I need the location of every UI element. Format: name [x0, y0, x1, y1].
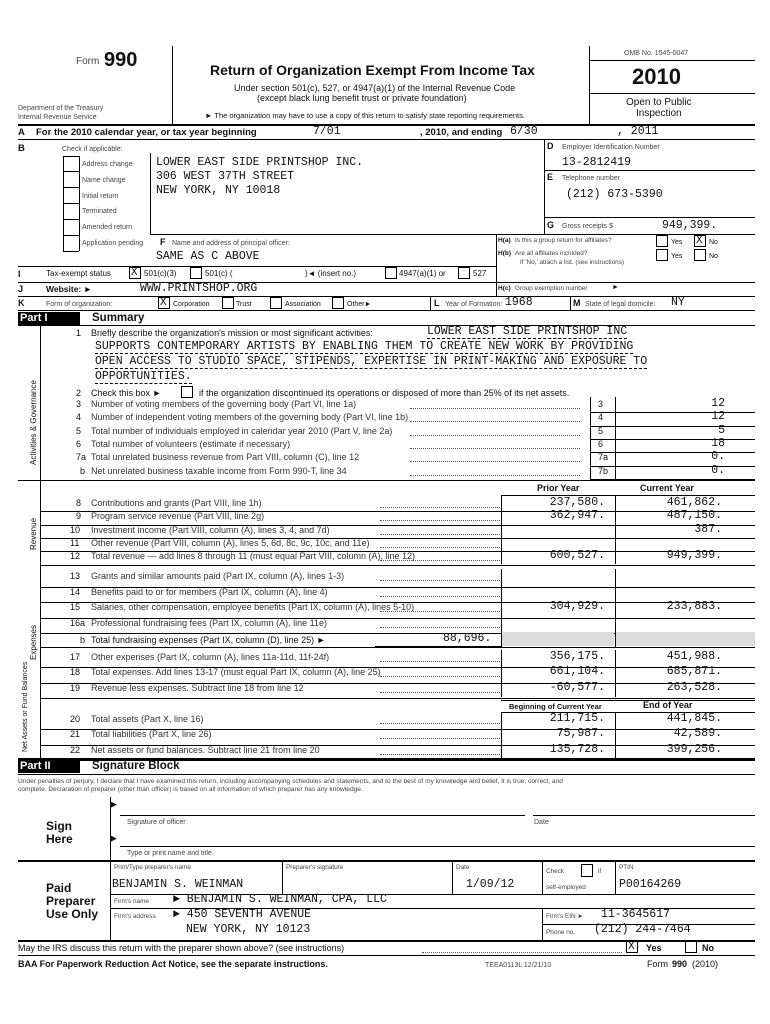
- line-2-text-b: if the organization discontinued its operations or disposed of more than 25% of its net assets.: [199, 388, 570, 398]
- principal-officer[interactable]: SAME AS C ABOVE: [156, 250, 260, 263]
- status-501c3-mark: X: [131, 267, 138, 279]
- preparer-label: Preparer: [46, 894, 96, 908]
- rev-line-text: Program service revenue (Part VIII, line 2g): [91, 511, 265, 522]
- self-employed-box[interactable]: [581, 864, 593, 877]
- line-1-text: Briefly describe the organization's mission or most significant activities:: [91, 328, 373, 338]
- phone-value[interactable]: (212) 673-5390: [566, 188, 663, 201]
- tax-year-end-year: , 2011: [617, 125, 659, 138]
- line-m-letter: M: [573, 298, 581, 308]
- mission-line-2[interactable]: SUPPORTS CONTEMPORARY ARTISTS BY ENABLING THEM TO CREATE NEW WORK BY PROVIDING: [95, 340, 634, 353]
- status-527-box[interactable]: [458, 267, 470, 279]
- gov-line-num: 7a: [76, 452, 87, 463]
- state-domicile-value[interactable]: NY: [671, 296, 685, 309]
- col-prior-year: Prior Year: [537, 483, 580, 493]
- rev-line-num: 12: [70, 551, 81, 562]
- affiliates-included-question: Are all affiliates included?: [515, 250, 588, 257]
- rev-line-current[interactable]: 387.: [694, 522, 722, 536]
- gov-line-value[interactable]: 18: [711, 436, 725, 450]
- status-4947-box[interactable]: [385, 267, 397, 279]
- footer-form-word: Form: [647, 959, 668, 969]
- gov-line-text: Number of voting members of the governing body (Part VI, line 1a): [91, 399, 357, 409]
- year-formation-label: Year of Formation:: [445, 301, 503, 308]
- ptin-label: PTIN: [619, 864, 634, 871]
- status-501c3-box[interactable]: [129, 267, 141, 279]
- check-if-applicable: Check if applicable:: [62, 146, 123, 153]
- exp2-line-text: Revenue less expenses. Subtract line 18 from line 12: [91, 682, 304, 693]
- gov-line-num: b: [80, 465, 86, 476]
- line-e-letter: E: [547, 172, 554, 182]
- gov-line-text: Number of independent voting members of the governing body (Part VI, line 1b): [91, 412, 409, 423]
- line-16b-value[interactable]: 88,696.: [443, 632, 492, 645]
- part2-tag: Part II: [18, 760, 80, 773]
- firm-address-label: Firm's address: [114, 913, 156, 920]
- exp2-line-text: Total expenses. Add lines 13-17 (must equal Part IX, column (A), line 25): [91, 667, 381, 678]
- gov-line-text: Total number of volunteers (estimate if necessary): [91, 438, 291, 449]
- line-l-letter: L: [434, 298, 440, 308]
- association-box[interactable]: [270, 297, 282, 309]
- state-notice: ► The organization may have to use a copy of this return to satisfy state reporting requirements.: [205, 111, 525, 120]
- gov-line-value[interactable]: 0.: [711, 463, 725, 477]
- phone-no-label: Phone no.: [546, 929, 576, 936]
- gov-line-num: 5: [76, 425, 82, 436]
- net-assets-side-label: Net Assets or Fund Balances: [22, 661, 29, 752]
- gov-line-box: 7a: [598, 452, 609, 463]
- corporation-mark: X: [160, 297, 167, 309]
- gov-line-value[interactable]: 0.: [711, 450, 725, 464]
- exp-line-current[interactable]: 233,883.: [666, 600, 722, 613]
- exp2-line-current[interactable]: 263,528.: [666, 680, 722, 694]
- line-k-letter: K: [18, 298, 25, 308]
- exp-line-num: 15: [70, 602, 81, 612]
- gov-line-num: 6: [76, 438, 82, 449]
- expenses-side-label: Expenses: [29, 624, 38, 660]
- check-terminated[interactable]: Terminated: [82, 208, 117, 215]
- revenue-side-label: Revenue: [29, 517, 38, 550]
- status-527: 527: [473, 269, 487, 278]
- paid-label: Paid: [46, 881, 72, 895]
- net-line-current[interactable]: 441,845.: [666, 712, 722, 725]
- check-label: Check: [546, 868, 565, 875]
- line-i-letter: I: [18, 269, 21, 279]
- exp2-line-num: 17: [70, 652, 81, 662]
- gross-receipts-value[interactable]: 949,399.: [662, 219, 718, 232]
- org-city[interactable]: NEW YORK, NY 10018: [156, 184, 281, 197]
- gross-receipts-label: Gross receipts $: [562, 223, 613, 230]
- firm-ein[interactable]: 11-3645617: [601, 908, 671, 921]
- col-current-year: Current Year: [640, 483, 694, 493]
- mission-line-1[interactable]: LOWER EAST SIDE PRINTSHOP INC: [427, 325, 628, 338]
- mission-line-3[interactable]: OPEN ACCESS TO STUDIO SPACE, STIPENDS, EXPERTISE IN PRINT-MAKING AND EXPOSURE TO: [95, 355, 648, 368]
- gov-line-text: Total unrelated business revenue from Part VIII, column (C), line 12: [91, 452, 360, 463]
- group-return-no-mark: X: [696, 235, 703, 247]
- part2-title: Signature Block: [92, 760, 180, 772]
- baa-notice: BAA For Paperwork Reduction Act Notice, see the separate instructions.: [18, 959, 328, 969]
- exp-line-text: Grants and similar amounts paid (Part IX, column (A), lines 1-3): [91, 571, 345, 581]
- gov-line-num: 3: [76, 399, 82, 409]
- exp-line-prior[interactable]: 304,929.: [549, 600, 605, 613]
- exp-line-num: 16a: [70, 617, 86, 628]
- line-j-letter: J: [18, 284, 24, 294]
- rev-line-current[interactable]: 461,862.: [666, 496, 722, 509]
- exp2-line-prior[interactable]: 356,175.: [549, 650, 605, 663]
- footer-form-year: (2010): [692, 959, 719, 969]
- rev-line-num: 11: [70, 537, 80, 548]
- trust-label: Trust: [236, 301, 252, 308]
- discuss-no-box[interactable]: [685, 941, 697, 953]
- discuss-question: May the IRS discuss this return with the preparer shown above? (see instructions): [18, 943, 345, 953]
- rev-line-text: Other revenue (Part VIII, column (A), lines 5, 6d, 8c, 9c, 10c, and 11e): [91, 537, 370, 548]
- exp2-line-prior[interactable]: -60,577.: [549, 680, 605, 694]
- signature-officer-label: Signature of officer: [127, 819, 186, 826]
- line-2-text-a: Check this box ►: [91, 388, 162, 398]
- tax-exempt-label: Tax-exempt status: [46, 269, 111, 278]
- preparer-date-label: Date: [456, 864, 470, 871]
- affiliates-yes-box[interactable]: [656, 249, 668, 261]
- self-employed-label: self-employed: [546, 884, 586, 891]
- ein-label: Employer Identification Number: [562, 144, 660, 151]
- line-a-label: For the 2010 calendar year, or tax year beginning: [36, 127, 257, 138]
- gov-line-text: Net unrelated business taxable income from Form 990-T, line 34: [91, 465, 347, 476]
- form-of-org-label: Form of organization:: [46, 301, 113, 308]
- line-2-num: 2: [76, 388, 82, 398]
- discuss-yes: Yes: [646, 943, 662, 953]
- rev-line-num: 8: [76, 498, 82, 508]
- gov-line-text: Total number of individuals employed in calendar year 2010 (Part V, line 2a): [91, 425, 393, 436]
- exp-line-text: Salaries, other compensation, employee benefits (Part IX, column (A), lines 5-10): [91, 602, 415, 612]
- line-a-mid: , 2010, and ending: [420, 127, 503, 138]
- check-name-change[interactable]: Name change: [82, 177, 126, 184]
- status-501c: 501(c) (: [205, 269, 233, 278]
- line-hc-letter: H(c): [498, 285, 511, 292]
- exp-line-num: 14: [70, 586, 81, 597]
- exp2-line-num: 18: [70, 667, 81, 678]
- group-return-no: No: [709, 239, 718, 246]
- rev-line-num: 9: [76, 511, 82, 522]
- penalty-text-1: Under penalties of perjury, I declare that I have examined this return, including accompanying schedules and statements, and to the best of my knowledge and belief, it is true, correct, and: [18, 778, 563, 785]
- dept-treasury: Department of the Treasury: [18, 105, 104, 112]
- exp-line-text: Professional fundraising fees (Part IX, column (A), line 11e): [91, 617, 327, 628]
- ein-value[interactable]: 13-2812419: [562, 156, 632, 169]
- mission-line-4[interactable]: OPPORTUNITIES.: [95, 370, 192, 383]
- preparer-phone[interactable]: (212) 244-7464: [594, 923, 691, 936]
- exp-line-text: Benefits paid to or for members (Part IX, column (A), line 4): [91, 586, 328, 597]
- principal-officer-label: Name and address of principal officer:: [172, 240, 290, 247]
- other-label: Other►: [347, 301, 372, 308]
- tax-year: 2010: [632, 64, 681, 89]
- check-amended-return[interactable]: Amended return: [82, 224, 133, 231]
- part1-tag: Part I: [18, 312, 80, 325]
- firm-ein-label: Firm's EIN ►: [546, 913, 584, 920]
- net-line-current[interactable]: 42,589.: [673, 727, 722, 741]
- status-insert-no: )◄ (insert no.): [305, 269, 357, 278]
- trust-box[interactable]: [222, 297, 234, 309]
- gov-side-label: Activities & Governance: [29, 380, 38, 465]
- rev-line-current[interactable]: 949,399.: [666, 549, 722, 563]
- part1-title: Summary: [92, 312, 145, 324]
- other-box[interactable]: [332, 297, 344, 309]
- line-g-letter: G: [547, 220, 555, 230]
- col-begin-year: Beginning of Current Year: [509, 702, 602, 711]
- gov-line-box: 7b: [598, 465, 609, 476]
- line-16b-num: b: [80, 635, 86, 645]
- rev-line-text: Total revenue — add lines 8 through 11 (must equal Part VIII, column (A), line 12): [91, 551, 415, 562]
- check-initial-return[interactable]: Initial return: [82, 193, 119, 200]
- sign-label: Sign: [46, 819, 72, 833]
- group-return-yes-box[interactable]: [656, 235, 668, 247]
- discuss-yes-box[interactable]: [626, 941, 638, 953]
- rev-line-text: Investment income (Part VIII, column (A), lines 3, 4, and 7d): [91, 524, 330, 535]
- form-word: Form: [76, 56, 100, 67]
- penalty-text-2: complete. Declaration of preparer (other than officer) is based on all information of which preparer has any knowledge.: [18, 786, 363, 793]
- discontinued-box[interactable]: [181, 386, 193, 398]
- gov-line-value[interactable]: 5: [718, 423, 725, 437]
- rev-line-prior[interactable]: 600,527.: [549, 549, 605, 563]
- website-value[interactable]: WWW.PRINTSHOP.ORG: [140, 282, 258, 295]
- status-4947: 4947(a)(1) or: [399, 269, 446, 278]
- line-16b-text: Total fundraising expenses (Part IX, column (D), line 25) ►: [91, 635, 326, 645]
- gov-line-value[interactable]: 12: [711, 397, 725, 410]
- website-label: Website: ►: [46, 284, 93, 294]
- here-label: Here: [46, 832, 73, 846]
- col-end-year: End of Year: [643, 700, 693, 710]
- rev-line-current[interactable]: 487,150.: [666, 509, 722, 523]
- exp2-line-text: Other expenses (Part IX, column (A), lines 11a-11d, 11f-24f): [91, 652, 330, 662]
- ptin-value[interactable]: P00164269: [619, 878, 682, 891]
- line-b-letter: B: [18, 143, 25, 154]
- affiliates-yes: Yes: [671, 253, 683, 260]
- net-line-prior[interactable]: 135,728.: [549, 742, 605, 756]
- gov-line-box: 3: [598, 399, 604, 409]
- exp-line-num: 13: [70, 571, 81, 581]
- gov-line-box: 5: [598, 425, 604, 436]
- net-line-num: 21: [70, 729, 81, 740]
- firm-address-2[interactable]: NEW YORK, NY 10123: [186, 923, 311, 936]
- corporation-label: Corporation: [173, 301, 210, 308]
- if-label: if: [598, 868, 602, 875]
- status-501c-box[interactable]: [190, 267, 202, 279]
- group-return-no-box[interactable]: [694, 235, 706, 247]
- status-501c3: 501(c)(3): [144, 269, 177, 278]
- discuss-yes-mark: X: [628, 941, 635, 953]
- net-line-text: Total assets (Part X, line 16): [91, 714, 204, 724]
- tax-year-begin[interactable]: 7/01: [313, 125, 341, 138]
- gov-line-value[interactable]: 12: [711, 410, 725, 424]
- association-label: Association: [285, 301, 321, 308]
- form-number: 990: [104, 49, 138, 71]
- gov-line-box: 4: [598, 412, 604, 423]
- form-code: TEEA0113L 12/21/10: [485, 962, 552, 969]
- affiliates-no-box[interactable]: [694, 249, 706, 261]
- net-line-text: Net assets or fund balances. Subtract line 21 from line 20: [91, 744, 320, 755]
- check-address-change[interactable]: Address change: [82, 161, 133, 168]
- firm-name[interactable]: ► BENJAMIN S. WEINMAN, CPA, LLC: [173, 893, 387, 906]
- rev-line-prior[interactable]: 362,947.: [549, 509, 605, 523]
- preparer-date[interactable]: 1/09/12: [466, 878, 515, 891]
- line-1-num: 1: [76, 328, 82, 338]
- group-return-question: Is this a group return for affiliates?: [515, 237, 612, 244]
- firm-name-label: Firm's name: [114, 898, 149, 905]
- omb-number: OMB No. 1545-0047: [624, 50, 689, 57]
- group-exemption-label: Group exemption number: [515, 285, 588, 292]
- footer-form-num: 990: [672, 959, 688, 969]
- line-hb-letter: H(b): [498, 250, 511, 257]
- org-name[interactable]: LOWER EAST SIDE PRINTSHOP INC.: [156, 156, 364, 169]
- open-public-2: Inspection: [636, 108, 682, 119]
- gov-line-num: 4: [76, 412, 82, 423]
- net-line-text: Total liabilities (Part X, line 26): [91, 729, 212, 740]
- rev-line-text: Contributions and grants (Part VIII, line 1h): [91, 498, 262, 508]
- tax-year-end[interactable]: 6/30: [510, 125, 538, 138]
- net-line-prior[interactable]: 211,715.: [549, 712, 605, 725]
- exp2-line-num: 19: [70, 682, 81, 693]
- org-street[interactable]: 306 WEST 37TH STREET: [156, 170, 295, 183]
- preparer-signature-label: Preparer's signature: [286, 864, 344, 871]
- exp2-line-current[interactable]: 451,988.: [666, 650, 722, 663]
- use-only-label: Use Only: [46, 907, 99, 921]
- group-return-yes: Yes: [671, 239, 683, 246]
- check-application-pending[interactable]: Application pending: [82, 240, 144, 247]
- preparer-name-label: Print/Type preparer's name: [114, 864, 191, 871]
- type-name-label: Type or print name and title.: [127, 850, 214, 857]
- line-d-letter: D: [547, 141, 554, 151]
- net-line-prior[interactable]: 75,987.: [556, 727, 605, 741]
- state-domicile-label: State of legal domicile:: [585, 301, 656, 308]
- year-formation-value[interactable]: 1968: [505, 296, 533, 309]
- line-ha-letter: H(a): [498, 237, 511, 244]
- firm-address-1[interactable]: ► 450 SEVENTH AVENUE: [173, 908, 312, 921]
- net-line-current[interactable]: 399,256.: [666, 742, 722, 756]
- officer-signature-field[interactable]: [120, 803, 525, 815]
- form-title: Return of Organization Exempt From Income Tax: [210, 62, 535, 78]
- corporation-box[interactable]: [158, 297, 170, 309]
- phone-label: Telephone number: [562, 175, 620, 182]
- open-public-1: Open to Public: [626, 97, 692, 108]
- sign-date-label: Date: [534, 819, 549, 826]
- rev-line-prior[interactable]: 237,580.: [549, 496, 605, 509]
- rev-line-num: 10: [70, 524, 81, 535]
- discuss-no: No: [702, 943, 714, 953]
- form-subtitle-2: (except black lung benefit trust or private foundation): [257, 93, 467, 103]
- exp2-line-current[interactable]: 685,871.: [666, 665, 722, 679]
- gov-line-box: 6: [598, 438, 604, 449]
- preparer-name[interactable]: BENJAMIN S. WEINMAN: [112, 878, 244, 891]
- irs-label: Internal Revenue Service: [18, 114, 97, 121]
- net-line-num: 20: [70, 714, 81, 724]
- net-line-num: 22: [70, 744, 81, 755]
- line-a-letter: A: [18, 127, 25, 138]
- form-subtitle-1: Under section 501(c), 527, or 4947(a)(1) of the Internal Revenue Code: [234, 83, 516, 93]
- exp2-line-prior[interactable]: 661,104.: [549, 665, 605, 679]
- line-f-letter: F: [160, 237, 166, 247]
- affiliates-note: If 'No,' attach a list. (see instructions): [520, 259, 625, 266]
- affiliates-no: No: [709, 253, 718, 260]
